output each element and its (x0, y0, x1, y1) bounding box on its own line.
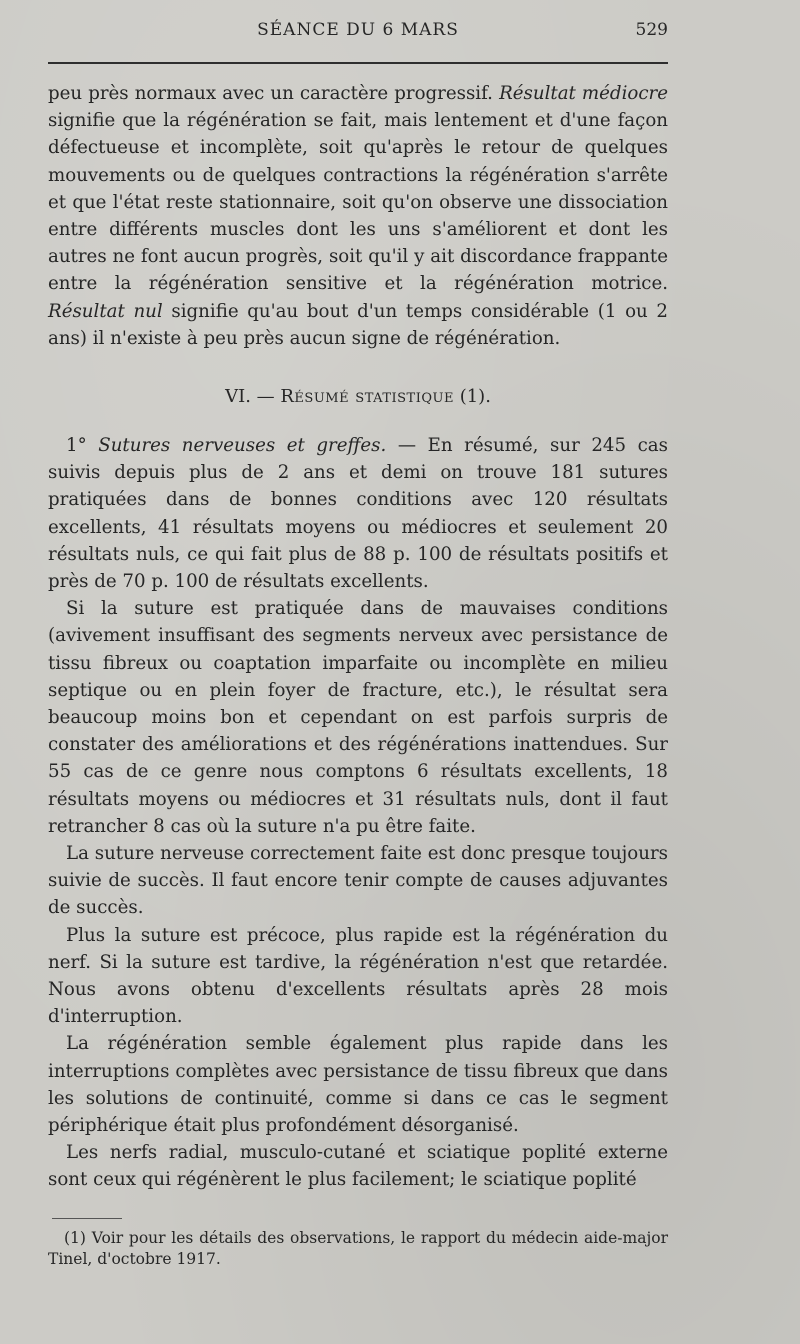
section-body (48, 432, 668, 1194)
footnote (48, 1228, 668, 1270)
section-numeral: VI. — (225, 386, 275, 407)
header-title: SÉANCE DU 6 MARS (257, 20, 459, 40)
term-resultat-nul: Résultat nul (48, 300, 163, 322)
intro-text-2: signifie que la régénération se fait, mais lentement et d'une façon défectueuse et incomplète, soit qu'après le retour de quelques mouvements ou de quelques contractions la régénération s'arrête et que l'état reste stationnaire, soit qu'on observe une dissociation entre différents muscles dont les uns s'améliorent et dont les autres ne font aucun progrès, soit qu'il y ait discordance frappante entre la régénération sensitive et la régénération motrice. (48, 110, 668, 295)
intro-text-1: peu près normaux avec un caractère progressif. (48, 83, 493, 104)
header-rule (48, 62, 668, 64)
section-footnote-ref: (1). (459, 386, 491, 407)
paragraph-6: Les nerfs radial, musculo-cutané et sciatique poplité externe sont ceux qui régénèrent le plus facilement; le sciatique poplité (48, 1142, 668, 1191)
footnote-text: (1) Voir pour les détails des observations, le rapport du médecin aide-major Tinel, d'octobre 1917. (48, 1229, 668, 1268)
paragraph-1-text: — En résumé, sur 245 cas suivis depuis plus de 2 ans et demi on trouve 181 sutures pratiquées dans de bonnes conditions avec 120 résultats excellents, 41 résultats moyens ou médiocres et seulement 20 résultats nuls, ce qui fait plus de 88 p. 100 de résultats positifs et près de 70 p. 100 de résultats excellents. (48, 435, 668, 593)
running-header (48, 20, 668, 46)
paragraph-3: La suture nerveuse correctement faite est donc presque toujours suivie de succès. Il faut encore tenir compte de causes adjuvantes de succès. (48, 843, 668, 919)
paragraph-2: Si la suture est pratiquée dans de mauvaises conditions (avivement insuffisant des segments nerveux avec persistance de tissu fibreux ou coaptation imparfaite ou incomplète en milieu septique ou en plein foyer de fracture, etc.), le résultat sera beaucoup moins bon et cependant on est parfois surpris de constater des améliorations et des régénérations inattendues. Sur 55 cas de ce genre nous comptons 6 résultats excellents, 18 résultats moyens ou médiocres et 31 résultats nuls, dont il faut retrancher 8 cas où la suture n'a pu être faite. (48, 598, 668, 837)
section-title: Résumé statistique (280, 386, 454, 407)
paragraph-1 (48, 432, 668, 595)
paragraph-1-number: 1° (66, 435, 87, 456)
intro-paragraph (48, 80, 668, 352)
paragraph-1-subtitle: Sutures nerveuses et greffes. (98, 435, 387, 456)
section-heading (48, 383, 668, 410)
page-number: 529 (635, 20, 668, 40)
intro-text-3: signifie qu'au bout d'un temps considérable (1 ou 2 ans) il n'existe à peu près aucun signe de régénération. (48, 300, 668, 349)
paragraph-5: La régénération semble également plus rapide dans les interruptions complètes avec persistance de tissu fibreux que dans les solutions de continuité, comme si dans ce cas le segment périphérique était plus profondément désorganisé. (48, 1033, 668, 1137)
footnote-rule (52, 1218, 122, 1219)
term-resultat-mediocre: Résultat médiocre (499, 83, 668, 104)
paragraph-4: Plus la suture est précoce, plus rapide est la régénération du nerf. Si la suture est tardive, la régénération n'est que retardée. Nous avons obtenu d'excellents résultats après 28 mois d'interruption. (48, 924, 668, 1028)
